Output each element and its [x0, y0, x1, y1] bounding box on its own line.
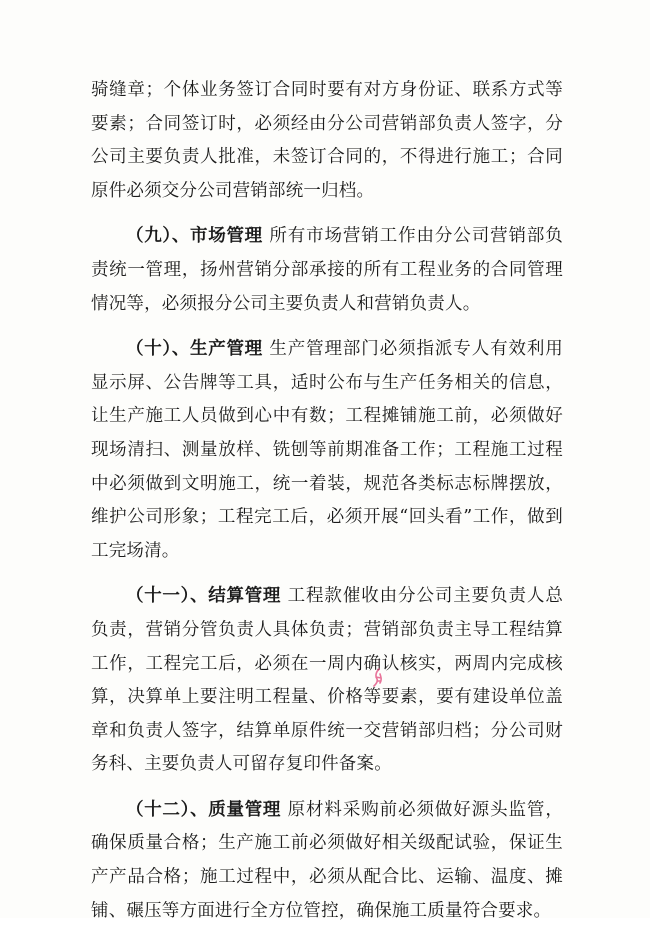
paragraph-quality-management	[91, 794, 563, 928]
paragraph-text: 所有市场营销工作由分公司营销部负责统一管理，扬州营销分部承接的所有工程业务的合同管理情况等，必须报分公司主要负责人和营销负责人。	[91, 226, 563, 314]
paragraph-settlement-management	[91, 580, 563, 782]
paragraph-contract-continued	[91, 74, 563, 208]
paragraph-heading: （九）、市场管理	[126, 226, 263, 247]
paragraph-text: 骑缝章；个体业务签订合同时要有对方身份证、联系方式等要素；合同签订时，必须经由分公司营销部负责人签字，分公司主要负责人批准，未签订合同的，不得进行施工；合同原件必须交分公司营销部统一归档。	[91, 80, 563, 201]
paragraph-text: 工程款催收由分公司主要负责人总负责，营销分管负责人具体负责；营销部负责主导工程结算工作，工程完工后，必须在一周内确认核实，两周内完成核算，决算单上要注明工程量、价格等要素，要有建设单位盖章和负责人签字，结算单原件统一交营销部归档；分公司财务科、主要负责人可留存复印件备案。	[91, 586, 564, 775]
paragraph-text: 原材料采购前必须做好源头监管，确保质量合格；生产施工前必须做好相关级配试验，保证生产产品合格；施工过程中，必须从配合比、运输、温度、摊铺、碾压等方面进行全方位管控，确保施工质量符合要求。	[91, 799, 564, 921]
paragraph-market-management	[91, 220, 563, 321]
document-body	[91, 74, 563, 940]
stamp-ink-mark	[370, 668, 386, 688]
paragraph-heading: （十）、生产管理	[126, 339, 263, 360]
paragraph-heading: （十二）、质量管理	[126, 799, 282, 820]
paragraph-production-management	[91, 333, 563, 568]
paragraph-heading: （十一）、结算管理	[126, 586, 282, 607]
paragraph-text: 生产管理部门必须指派专人有效利用显示屏、公告牌等工具，适时公布与生产任务相关的信息，让生产施工人员做到心中有数；工程摊铺施工前，必须做好现场清扫、测量放样、铣刨等前期准备工作；工程施工过程中必须做到文明施工，统一着装，规范各类标志标牌摆放，维护公司形象；工程完工后，必须开展“回头看”工作，做到工完场清。	[91, 339, 563, 561]
